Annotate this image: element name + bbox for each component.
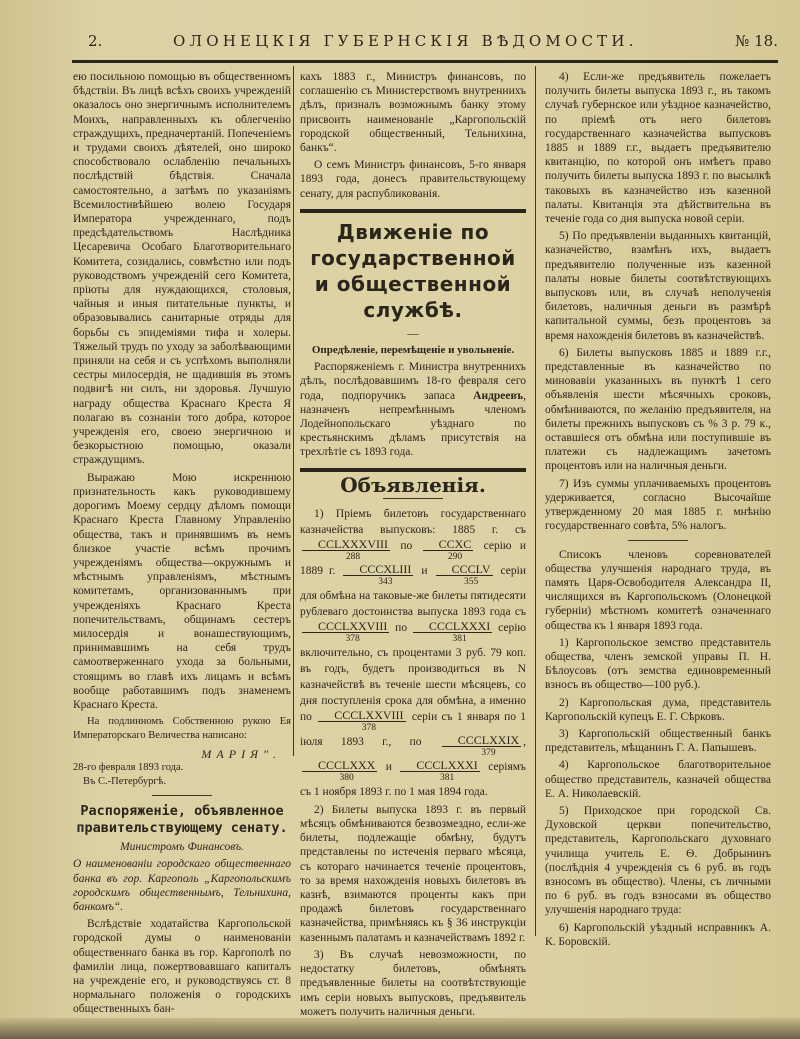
text: и bbox=[379, 760, 399, 773]
column-3 bbox=[545, 70, 771, 952]
series-number bbox=[436, 563, 493, 588]
arabic-numeral: 355 bbox=[463, 576, 479, 587]
text: по bbox=[391, 621, 411, 634]
roman-numeral: CCCLXXXI bbox=[413, 620, 492, 633]
roman-numeral: CCCLXXIX bbox=[442, 734, 521, 747]
member-item: 6) Каргопольскій уѣздный исправникъ А. К. Боровскій. bbox=[545, 921, 771, 948]
announcement-item-2: 2) Билеты выпуска 1893 г. въ первый мѣсяцъ обмѣниваются безвозмездно, если-же билеты, подлежащіе обмѣну, будутъ представлены по истеченія перваго мѣсяца, съ котораго начинается теченіе процентовъ, то за время нахожденія новыхъ билетовъ въ казнѣ, взимаются проценты какъ при продажѣ билетовъ государственнаго казначейства, примѣняясь къ § 36 инструкціи казеннымъ палатамъ и казначействамъ 1892 г. bbox=[300, 803, 526, 944]
paragraph: кахъ 1883 г., Министръ финансовъ, по соглашенію съ Министерствомъ внутреннихъ дѣлъ, призналъ возможнымъ банку этому присвоить наименованіе „Каргопольскій городской общественный, Тельнихина, банкъ“. bbox=[300, 71, 526, 155]
date-line: 28-го февраля 1893 года. bbox=[73, 761, 184, 773]
decree-summary: О наименованіи городскаго общественнаго банка въ гор. Каргополь „Каргопольскимъ городскимъ общественнымъ, Тельнихина, банкомъ“. bbox=[73, 858, 291, 913]
series-number bbox=[302, 538, 390, 563]
separator bbox=[628, 540, 688, 541]
roman-numeral: CCCLV bbox=[436, 563, 493, 576]
series-number bbox=[302, 620, 389, 645]
roman-numeral: CCXC bbox=[423, 538, 474, 551]
roman-numeral: CCCLXXXI bbox=[400, 759, 479, 772]
series-number bbox=[423, 538, 474, 563]
announcement-item-6: 6) Билеты выпусковъ 1885 и 1889 г.г., представленные въ казначейство по миновавіи указанныхъ въ пунктѣ 1 сего объявленія шести мѣсячныхъ сроковъ, обмѣниваются, по желанію предъявителя, на билеты прежнихъ выпусковъ съ % 3 р. 79 к., оставшіеся отъ обмѣна или поступившіе въ платежи съ надлежащимъ зачетомъ процентовъ или на наличныя деньги. bbox=[545, 346, 771, 473]
section-subheading: Министромъ Финансовъ. bbox=[120, 841, 244, 854]
text: серіямъ съ 1 ноября 1893 г. по 1 мая 1894 года. bbox=[300, 760, 527, 798]
section-rule bbox=[300, 468, 526, 472]
announcement-item-5: 5) По предъявленіи выданныхъ квитанцій, казначейство, взамѣнъ ихъ, выдаетъ предъявителю полученные изъ казенной палаты новые билеты соотвѣтствующихъ выпусковъ или, въ случаѣ неполученія билетовъ, наличныя деньги въ размѣрѣ капитальной суммы, безъ процентовъ за время нахожденія билетовъ въ казначействѣ. bbox=[545, 230, 771, 342]
separator bbox=[383, 498, 443, 499]
person-name: Андреевъ bbox=[473, 389, 524, 402]
arabic-numeral: 288 bbox=[345, 551, 361, 562]
place-line: Въ С.-Петербургѣ. bbox=[83, 775, 167, 787]
member-item: 5) Приходское при городской Св. Духовской церкви попечительство, представитель, Каргопольскаго духовнаго училища учитель Е. Ѳ. Добрынинъ (послѣднія 4 учрежденія съ 6 руб. въ годъ взносомъ въ общество). Члены, съ личными по 6 руб. въ годъ взносами въ общество улучшенія народнаго труда: bbox=[545, 804, 771, 917]
dash: — bbox=[407, 327, 419, 340]
roman-numeral: CCCLXXVIII bbox=[318, 709, 405, 722]
member-item: 3) Каргопольскій общественный банкъ представитель, мѣщанинъ Г. А. Папышевъ. bbox=[545, 727, 771, 755]
arabic-numeral: 380 bbox=[339, 772, 354, 783]
text: и bbox=[415, 564, 434, 577]
member-item: 1) Каргопольское земство представитель общества, членъ земской управы П. Н. Бѣлоусовъ (отъ земства единовременный взносъ въ общество—100 руб.). bbox=[545, 636, 771, 692]
paragraph: Выражаю Мою искреннюю признательность какъ руководившему дорогимъ Моему сердцу дѣломъ помощи Краснаго Креста Главному Управленію общества, такъ и принявшимъ въ немъ близкое участіе всѣмъ прочимъ учрежденіямъ общества—окружнымъ и мѣстнымъ управленіямъ, мѣстнымъ комитетамъ, организованнымъ при учрежденіяхъ Краснаго Креста попечительствамъ, общинамъ сестеръ милосердія и вонашествующимъ, принимавшимъ на себя трудъ самоотверженнаго ухода за больными, стоящимъ во главѣ ихъ лицамъ и всѣмъ вообще работавшимъ подъ знаменемъ Краснаго Креста. bbox=[73, 471, 291, 711]
paragraph: Вслѣдствіе ходатайства Каргопольской городской думы о наименованіи общественнаго банка въ гор. Каргополѣ по фамиліи лица, пожертвовавшаго капиталъ на учрежденіе его, и руководствуясь ст. 8 нормальнаго положенія о городскихъ общественныхъ бан- bbox=[73, 918, 291, 1016]
issue-number: № 18. bbox=[735, 32, 778, 50]
arabic-numeral: 381 bbox=[452, 633, 467, 644]
paragraph: ею посильною помощью въ общественномъ бѣдствіи. Въ лицѣ всѣхъ своихъ учрежденій оказалось оно энергичнымъ исполнителемъ Моихъ, направленныхъ къ облегченію страждущихъ, предначертаній. Попеченіемъ и трудами своихъ дѣятелей, оно широко способствовало ослабленію печальныхъ послѣдствій бѣдствія. Сначала самостоятельно, а затѣмъ по указаніямъ Всемилостивѣйшею волею Государя Императора учрежденнаго, подъ предсѣдательствомъ Наслѣдника Цесаревича Особаго Благотворительнаго Комитета, созидались, совмѣстно или подъ руководствомъ учрежденій сего Комитета, пріюты для нуждающихся, столовыя, чайныя и иныя питательные пункты, и образовывались санитарные отряды для борьбы съ эпидеміями тифа и холеры. Тяжелый трудъ по уходу за заболѣвающими приняли на себя и съ успѣхомъ выполняли сестры милосердія, не щадившія въ этомъ подвигѣ ни силъ, ни здоровья. Лучшую награду общества Краснаго Креста Я полагаю въ сознаніи того добра, которое учрежденія его, своею энергичною и безкорыстною помощью, оказали страждущимъ. bbox=[73, 71, 291, 467]
section-rule bbox=[300, 209, 526, 213]
section-heading: Распоряженіе, объявленное правительствующему сенату. bbox=[76, 803, 288, 837]
arabic-numeral: 378 bbox=[361, 722, 376, 733]
text: , bbox=[523, 735, 526, 748]
column-2 bbox=[300, 70, 526, 1022]
header-rule bbox=[72, 60, 778, 63]
member-item: 2) Каргопольская дума, представитель Каргопольскій купецъ Е. Г. Сѣрковъ. bbox=[545, 696, 771, 723]
roman-numeral: CCLXXXVIII bbox=[302, 538, 390, 551]
roman-numeral: CCCLXXVIII bbox=[302, 620, 389, 633]
text: Распоряженіемъ г. Министра внутреннихъ дѣлъ, послѣдовавшимъ 18-го февраля сего года, подпоручикъ запаса bbox=[300, 361, 526, 402]
text: по bbox=[392, 539, 421, 552]
announcement-item-4: 4) Если-же предъявитель пожелаетъ получить билеты выпуска 1893 г., въ такомъ случаѣ губернское или уѣздное казначейство, по пріемѣ отъ него билетовъ государственнаго казначейства выпусковъ 1885 и 1889 г.г., выдаетъ предъявителю квитанцію, по которой онъ имѣетъ право получить билеты выпуска 1893 г. по высылкѣ таковыхъ въ казначейство изъ казенной палаты. Квитанція эта дѣйствительна въ теченіе года со дня выпуска новой серіи. bbox=[545, 71, 771, 226]
signature: МАРІЯ". bbox=[201, 746, 281, 761]
arabic-numeral: 379 bbox=[481, 747, 496, 758]
series-number bbox=[302, 759, 377, 784]
roman-numeral: CCCLXXX bbox=[302, 759, 377, 772]
separator bbox=[152, 795, 212, 796]
announcement-item-7: 7) Изъ суммы уплачиваемыхъ процентовъ удерживается, согласно Высочайше утвержденному 20 мая 1885 г. мнѣнію государственнаго совѣта, 5% налогъ. bbox=[545, 477, 771, 533]
text: , назначенъ непремѣннымъ членомъ Лодейнопольскаго уѣзднаго по крестьянскимъ дѣламъ присутствія на трехлѣтіе съ 1893 года. bbox=[300, 389, 526, 459]
announcement-item-1 bbox=[300, 506, 526, 800]
section-heading: Движеніе по государственной и общественной службѣ. bbox=[310, 219, 516, 322]
arabic-numeral: 378 bbox=[345, 633, 360, 644]
member-list-intro: Списокъ членовъ соревнователей общества улучшенія народнаго труда, въ память Царя-Освободителя Александра II, числящихся въ Каргопольскомъ (Олонецкой губерніи) мѣстномъ комитетѣ означеннаго общества къ 1 января 1893 года. bbox=[545, 548, 771, 632]
column-divider bbox=[293, 66, 294, 756]
series-number bbox=[318, 709, 405, 734]
text: серіи для обмѣна на таковые-же билеты пятидесяти рублеваго достоинства выпуска 1893 года съ bbox=[300, 564, 527, 618]
section-subheading: Опредѣленіе, перемѣщеніе и увольненіе. bbox=[311, 344, 515, 357]
column-1 bbox=[73, 70, 291, 1020]
series-number bbox=[442, 734, 521, 759]
text: 1) Пріемъ билетовъ государственнаго казначейства выпусковъ: 1885 г. съ bbox=[300, 507, 526, 536]
arabic-numeral: 290 bbox=[447, 551, 463, 562]
member-item: 4) Каргопольское благотворительное общество представитель, казначей общества Е. А. Николаевскій. bbox=[545, 759, 771, 800]
text: серію включительно, съ процентами 3 руб. 79 коп. въ годъ, будетъ производиться въ N казначействѣ въ теченіе шести мѣсяцевъ, со дня поступленія срока для обмѣна, а именно по bbox=[300, 621, 526, 723]
series-number bbox=[413, 620, 492, 645]
arabic-numeral: 343 bbox=[378, 576, 393, 587]
paragraph: О семъ Министръ финансовъ, 5-го января 1893 года, донесъ правительствующему сенату, для распубликованія. bbox=[300, 159, 526, 200]
roman-numeral: CCCXLIII bbox=[343, 563, 413, 576]
page-header bbox=[78, 32, 778, 54]
newspaper-title: ОЛОНЕЦКІЯ ГУБЕРНСКІЯ ВѢДОМОСТИ. bbox=[173, 32, 638, 50]
signature-note: На подлинномъ Собственною рукою Ея Императорскаго Величества написано: bbox=[73, 716, 291, 742]
text: серіи съ 1 января по 1 іюля 1893 г., по bbox=[300, 710, 527, 748]
page-number: 2. bbox=[88, 32, 103, 50]
column-divider bbox=[535, 66, 536, 936]
arabic-numeral: 381 bbox=[439, 772, 455, 783]
announcement-item-3: 3) Въ случаѣ невозможности, по недостатку билетовъ, обмѣнять предъявленные билеты на соотвѣтствующіе имъ серіи новыхъ выпусковъ, предъявитель можетъ получить наличныя деньги. bbox=[300, 948, 526, 1018]
announcements-heading: Объявленія. bbox=[340, 472, 486, 497]
series-number bbox=[400, 759, 479, 784]
text: серію и 1889 г. bbox=[300, 539, 527, 577]
appointment-paragraph bbox=[300, 360, 526, 459]
series-number bbox=[343, 563, 413, 588]
